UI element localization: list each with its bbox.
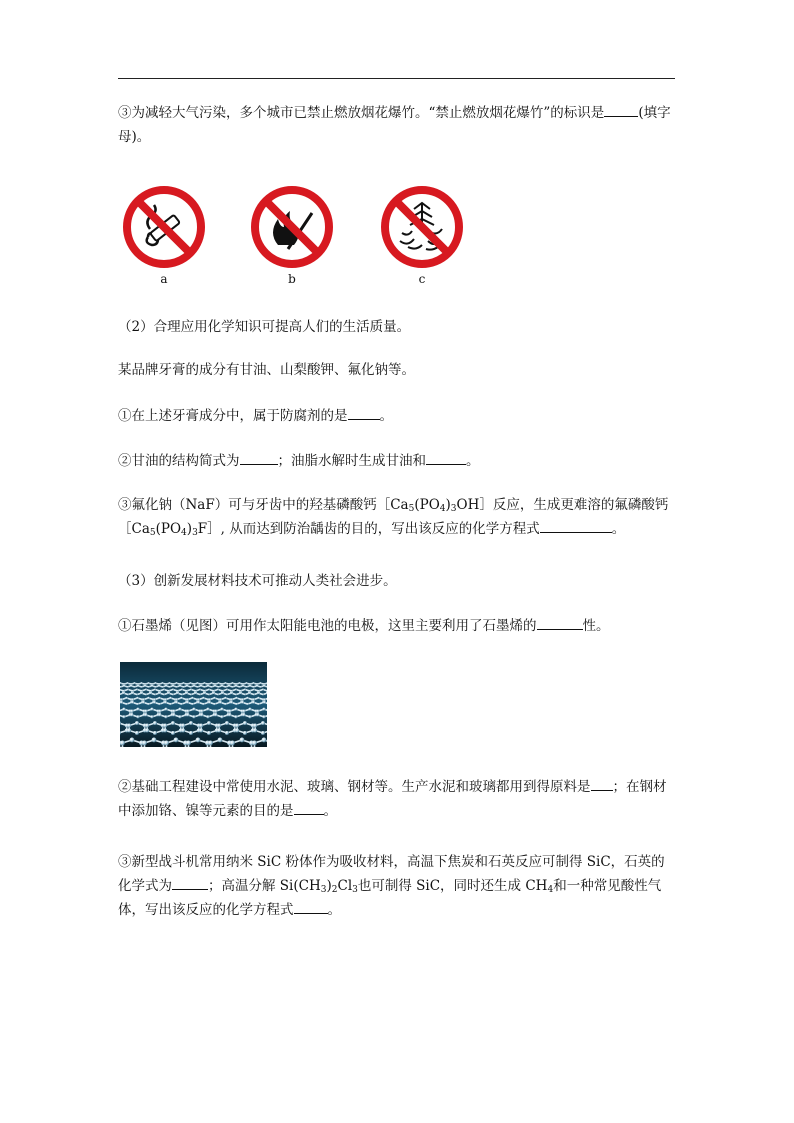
question-preservative: ①在上述牙膏成分中，属于防腐剂的是 。 [118,404,678,428]
answer-blank [240,450,278,465]
sign-b [248,183,336,271]
sign-c [378,183,466,271]
question-graphene: ①石墨烯（见图）可用作太阳能电池的电极，这里主要利用了石墨烯的 性。 [118,614,678,638]
answer-blank [604,102,638,117]
question-sic: ③新型战斗机常用纳米 SiC 粉体作为吸收材料，高温下焦炭和石英反应可制得 SiC，石英的化学式为 ；高温分解 $Si(CH_3)_2Cl_3$也可制得 SiC，同时还生成 $CH_4$和一种常见酸性气体，写出该反应的化学方程式 。 [118,854,665,918]
answer-blank [172,875,208,890]
sign-a-label: a [160,272,168,286]
question-fireworks-sign: ③为减轻大气污染，多个城市已禁止燃放烟花爆竹。“禁止燃放烟花爆竹”的标识是 (填字母)。 [118,101,678,149]
answer-blank [591,776,613,791]
sign-b-label: b [288,272,296,286]
question-glycerol: ②甘油的结构简式为 ；油脂水解时生成甘油和 。 [118,449,678,473]
question-cement-glass: ②基础工程建设中常使用水泥、玻璃、钢材等。生产水泥和玻璃都用到得原料是 ；在钢材中添加铬、镍等元素的目的是 。 [118,775,678,823]
no-smoking-icon [120,183,208,271]
toothpaste-ingredients: 某品牌牙膏的成分有甘油、山梨酸钾、氟化钠等。 [118,362,415,378]
question-naf: ③氟化钠（NaF）可与牙齿中的羟基磷酸钙$[Ca_5(PO_4)_3OH]$反应，生成更难溶的氟磷酸钙 $[Ca_5(PO_4)_3F]$, 从而达到防治龋齿的目的，写出该反应的化学方程式 。 [118,497,669,538]
sign-a [120,183,208,271]
answer-blank [537,615,583,630]
answer-blank [348,405,380,420]
answer-blank [294,800,324,815]
part2-title: （2）合理应用化学知识可提高人们的生活质量。 [118,319,411,335]
header-rule [118,78,675,79]
no-open-flame-icon [248,183,336,271]
answer-blank [294,899,328,914]
graphene-image [120,662,267,747]
prohibition-signs [118,183,478,288]
no-fireworks-icon [378,183,466,271]
sign-c-label: c [418,272,426,286]
answer-blank [426,450,466,465]
answer-blank [540,518,612,533]
part3-title: （3）创新发展材料技术可推动人类社会进步。 [118,573,397,589]
